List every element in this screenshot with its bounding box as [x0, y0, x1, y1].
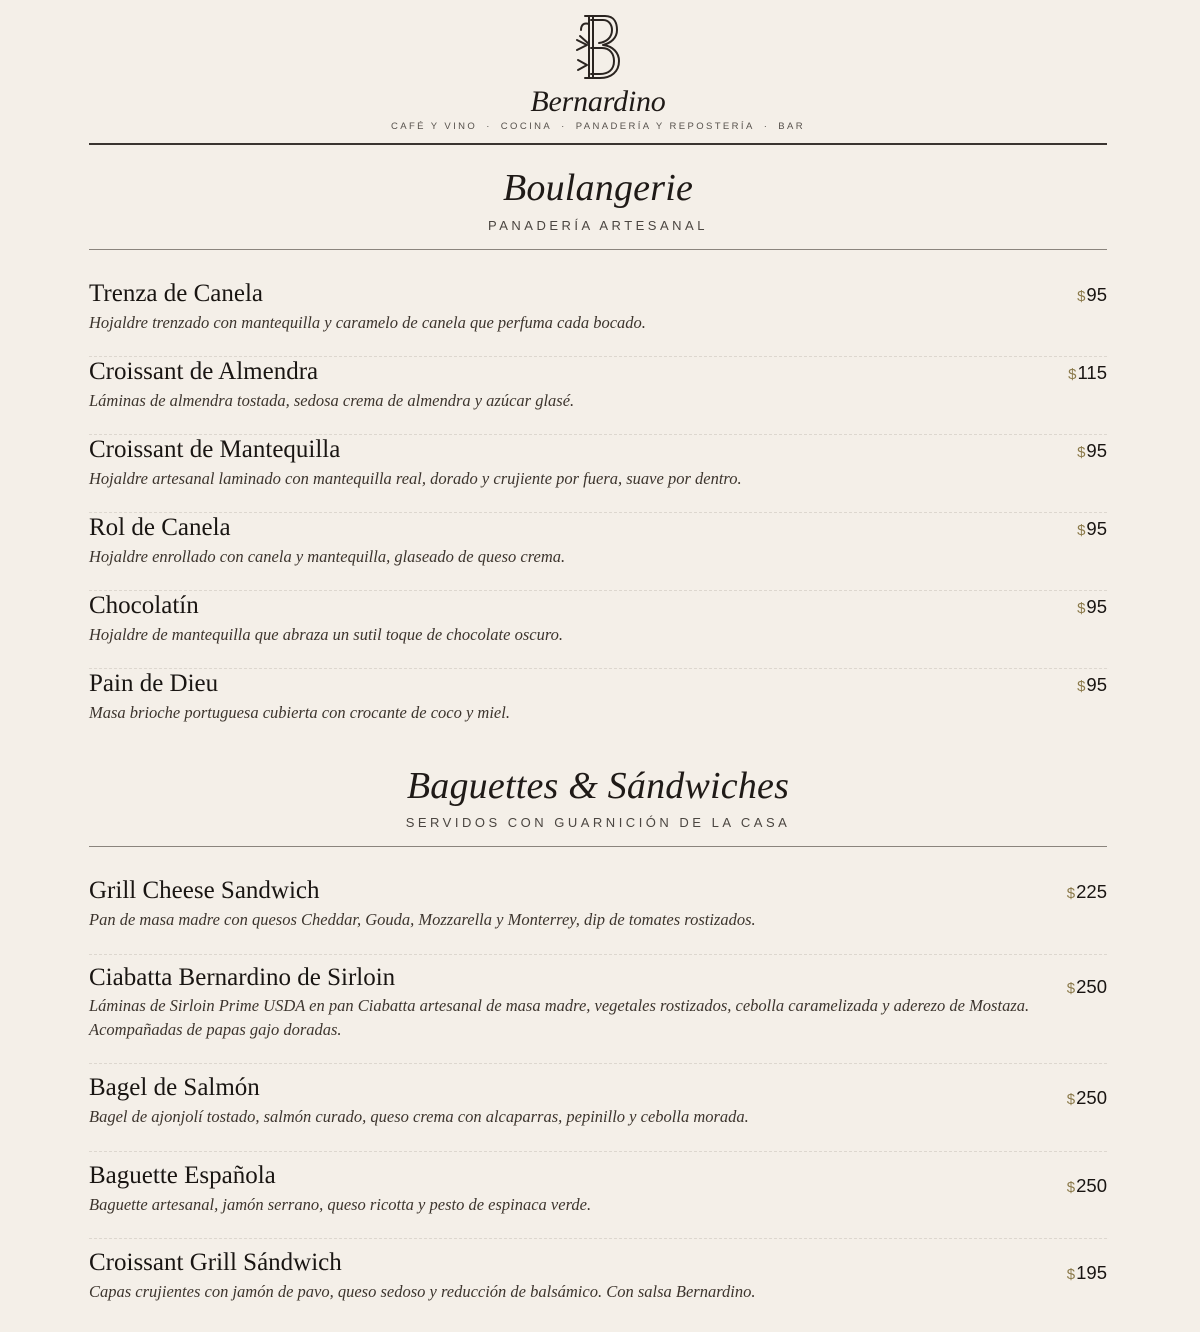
currency-symbol: $ [1077, 444, 1086, 461]
brand-header [89, 0, 1107, 144]
price-value: 250 [1076, 976, 1107, 997]
menu-page [89, 0, 1107, 1318]
item-name: Croissant Grill Sándwich [89, 1249, 342, 1276]
item-description: Hojaldre de mantequilla que abraza un sutil toque de chocolate oscuro. [89, 625, 564, 644]
tagline-separator: · [763, 121, 770, 132]
brand-tagline [89, 121, 1107, 133]
item-price [1077, 518, 1107, 542]
menu-item [89, 669, 1107, 725]
currency-symbol: $ [1077, 522, 1086, 539]
item-price [1077, 596, 1107, 620]
menu-section-baguettes [89, 764, 1107, 1318]
section-header [89, 764, 1107, 831]
item-price [1067, 1175, 1107, 1199]
price-value: 95 [1086, 440, 1107, 461]
currency-symbol: $ [1077, 288, 1086, 305]
section-subtitle: SERVIDOS CON GUARNICIÓN DE LA CASA [405, 815, 791, 830]
menu-item [89, 1248, 1107, 1318]
currency-symbol: $ [1077, 678, 1086, 695]
item-price [1067, 1087, 1107, 1111]
currency-symbol: $ [1066, 1179, 1076, 1196]
tagline-separator: · [561, 121, 567, 132]
item-price [1067, 1262, 1107, 1286]
item-price [1077, 674, 1107, 698]
price-value: 95 [1086, 674, 1107, 695]
section-divider [89, 249, 1107, 250]
item-price [1067, 976, 1107, 1000]
currency-symbol: $ [1077, 600, 1086, 617]
item-description: Masa brioche portuguesa cubierta con crocante de coco y miel. [89, 703, 510, 722]
menu-item [89, 435, 1107, 513]
item-description: Pan de masa madre con quesos Cheddar, Gouda, Mozzarella y Monterrey, dip de tomates rostizados. [89, 910, 756, 929]
item-name: Baguette Española [89, 1162, 276, 1189]
price-value: 250 [1076, 1175, 1107, 1196]
item-price [1067, 881, 1107, 905]
item-name: Chocolatín [89, 592, 199, 619]
item-description: Hojaldre enrollado con canela y mantequilla, glaseado de queso crema. [89, 547, 566, 566]
item-name: Rol de Canela [89, 514, 231, 541]
item-price [1068, 362, 1107, 386]
price-value: 95 [1086, 518, 1107, 539]
item-name: Grill Cheese Sandwich [89, 877, 320, 904]
b-monogram-icon [575, 12, 621, 82]
brand-name: Bernardino [530, 85, 666, 118]
menu-item [89, 963, 1107, 1064]
item-description: Bagel de ajonjolí tostado, salmón curado, queso crema con alcaparras, pepinillo y cebolla morada. [89, 1107, 749, 1126]
currency-symbol: $ [1066, 1091, 1076, 1108]
menu-section-boulangerie [89, 166, 1107, 725]
tagline-item: BAR [778, 121, 806, 132]
menu-item [89, 513, 1107, 591]
item-name: Trenza de Canela [89, 280, 264, 307]
item-description: Hojaldre artesanal laminado con mantequilla real, dorado y crujiente por fuera, suave por dentro. [89, 469, 742, 488]
price-value: 115 [1077, 362, 1107, 383]
menu-item [89, 357, 1107, 435]
tagline-item: PANADERÍA Y REPOSTERÍA [575, 121, 755, 132]
price-value: 250 [1076, 1087, 1107, 1108]
menu-item-list [89, 279, 1107, 725]
tagline-item: CAFÉ Y VINO [390, 121, 478, 132]
tagline-separator: · [486, 121, 492, 132]
menu-item [89, 876, 1107, 955]
price-value: 225 [1076, 881, 1107, 902]
item-description: Capas crujientes con jamón de pavo, queso sedoso y reducción de balsámico. Con salsa Bernardino. [89, 1282, 756, 1301]
menu-item [89, 591, 1107, 669]
menu-item [89, 1161, 1107, 1239]
item-name: Bagel de Salmón [89, 1074, 260, 1101]
currency-symbol: $ [1066, 1266, 1076, 1283]
section-subtitle: PANADERÍA ARTESANAL [488, 218, 708, 233]
currency-symbol: $ [1066, 885, 1076, 902]
menu-item [89, 279, 1107, 357]
item-price [1077, 284, 1107, 308]
price-value: 95 [1086, 284, 1107, 305]
item-name: Pain de Dieu [89, 670, 219, 697]
currency-symbol: $ [1068, 366, 1077, 383]
section-header [89, 166, 1107, 234]
section-divider [89, 846, 1107, 847]
item-name: Ciabatta Bernardino de Sirloin [89, 964, 396, 991]
section-title: Baguettes & Sándwiches [406, 765, 790, 807]
item-price [1077, 440, 1107, 464]
menu-item [89, 1073, 1107, 1152]
item-name: Croissant de Almendra [89, 358, 319, 385]
tagline-item: COCINA [500, 121, 553, 132]
price-value: 95 [1086, 596, 1107, 617]
menu-item-list [89, 876, 1107, 1318]
item-description: Hojaldre trenzado con mantequilla y caramelo de canela que perfuma cada bocado. [89, 313, 646, 332]
item-description: Láminas de almendra tostada, sedosa crema de almendra y azúcar glasé. [89, 391, 575, 410]
item-name: Croissant de Mantequilla [89, 436, 341, 463]
item-description: Baguette artesanal, jamón serrano, queso ricotta y pesto de espinaca verde. [89, 1195, 592, 1214]
section-title: Boulangerie [502, 167, 694, 209]
header-divider [89, 143, 1107, 145]
price-value: 195 [1076, 1262, 1107, 1283]
item-description: Láminas de Sirloin Prime USDA en pan Ciabatta artesanal de masa madre, vegetales rostizados, cebolla caramelizada y aderezo de Mostaza. Acompañadas de papas gajo doradas. [89, 996, 1030, 1039]
currency-symbol: $ [1066, 980, 1076, 997]
